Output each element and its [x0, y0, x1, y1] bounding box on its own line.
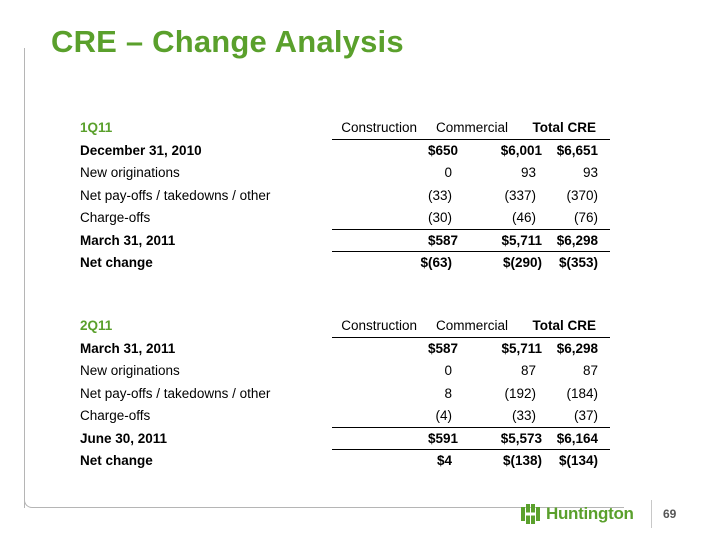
- cell-commercial: 93: [520, 165, 536, 180]
- cell-total: (370): [566, 187, 598, 203]
- col-header-total: Total CRE: [532, 318, 596, 333]
- cell-total: $(353): [558, 255, 598, 270]
- row-label: Net pay-offs / takedowns / other: [80, 385, 271, 401]
- cell-total: (37): [573, 408, 598, 423]
- cell-total: $6,651: [556, 142, 598, 158]
- table-row: [80, 428, 610, 451]
- row-label: June 30, 2011: [80, 430, 168, 446]
- slide-frame-vertical: [24, 48, 25, 508]
- change-table-2q11: [80, 315, 610, 473]
- footer-divider: [651, 500, 652, 528]
- cell-total: $(134): [558, 453, 598, 468]
- cell-construction: $587: [427, 232, 458, 248]
- page-number: 69: [663, 507, 677, 521]
- row-label: March 31, 2011: [80, 232, 176, 248]
- cell-commercial: (337): [504, 187, 536, 203]
- row-label: March 31, 2011: [80, 340, 176, 356]
- cell-commercial: (46): [511, 210, 536, 225]
- row-label: Net pay-offs / takedowns / other: [80, 187, 271, 203]
- table-row: [80, 338, 610, 361]
- cell-total: $6,164: [556, 430, 598, 446]
- cell-commercial: $5,711: [501, 232, 542, 248]
- cell-commercial: (192): [504, 385, 536, 401]
- cell-construction: 8: [444, 385, 452, 401]
- cell-total: $6,298: [556, 232, 598, 248]
- period-label: 2Q11: [80, 318, 113, 333]
- page-title: CRE – Change Analysis: [51, 24, 404, 59]
- cell-commercial: $(290): [502, 255, 542, 270]
- col-header-commercial: Commercial: [435, 120, 508, 135]
- cell-commercial: $(138): [502, 453, 542, 468]
- col-header-construction: Construction: [341, 120, 417, 135]
- table-row: [80, 450, 610, 473]
- row-label: Net change: [80, 453, 153, 468]
- cell-total: (184): [566, 385, 598, 401]
- cell-construction: $587: [427, 340, 458, 356]
- row-label: Charge-offs: [80, 408, 151, 423]
- cell-construction: 0: [444, 363, 452, 378]
- table-row: [80, 252, 610, 275]
- cell-construction: $(63): [420, 255, 452, 270]
- cell-commercial: 87: [520, 363, 536, 378]
- table-header-row: [80, 315, 610, 338]
- row-label: New originations: [80, 363, 180, 378]
- table-row: [80, 383, 610, 406]
- cell-construction: (30): [427, 210, 452, 225]
- cell-construction: $650: [427, 142, 458, 158]
- change-table-1q11: [80, 117, 610, 275]
- row-label: Net change: [80, 255, 153, 270]
- table-row: [80, 185, 610, 208]
- table-row: [80, 207, 610, 230]
- period-label: 1Q11: [80, 120, 113, 135]
- huntington-logo-icon: [521, 504, 541, 524]
- row-label: Charge-offs: [80, 210, 151, 225]
- cell-commercial: $5,573: [500, 430, 542, 446]
- cell-total: (76): [573, 210, 598, 225]
- col-header-commercial: Commercial: [435, 318, 508, 333]
- cell-construction: (33): [427, 187, 452, 203]
- table-row: [80, 230, 610, 253]
- row-label: December 31, 2010: [80, 142, 202, 158]
- cell-construction: $591: [427, 430, 458, 446]
- cell-total: 93: [582, 165, 598, 180]
- table-header-row: [80, 117, 610, 140]
- table-row: [80, 162, 610, 185]
- table-row: [80, 405, 610, 428]
- logo-wordmark: Huntington: [546, 504, 634, 523]
- cell-construction: (4): [435, 408, 452, 423]
- table-row: [80, 360, 610, 383]
- cell-construction: $4: [436, 453, 452, 468]
- cell-commercial: $6,001: [500, 142, 542, 158]
- cell-commercial: $5,711: [501, 340, 542, 356]
- cell-commercial: (33): [511, 408, 536, 423]
- col-header-construction: Construction: [341, 318, 417, 333]
- col-header-total: Total CRE: [532, 120, 596, 135]
- huntington-logo: [521, 503, 634, 525]
- table-row: [80, 140, 610, 163]
- row-label: New originations: [80, 165, 180, 180]
- cell-construction: 0: [444, 165, 452, 180]
- cell-total: 87: [582, 363, 598, 378]
- cell-total: $6,298: [556, 340, 598, 356]
